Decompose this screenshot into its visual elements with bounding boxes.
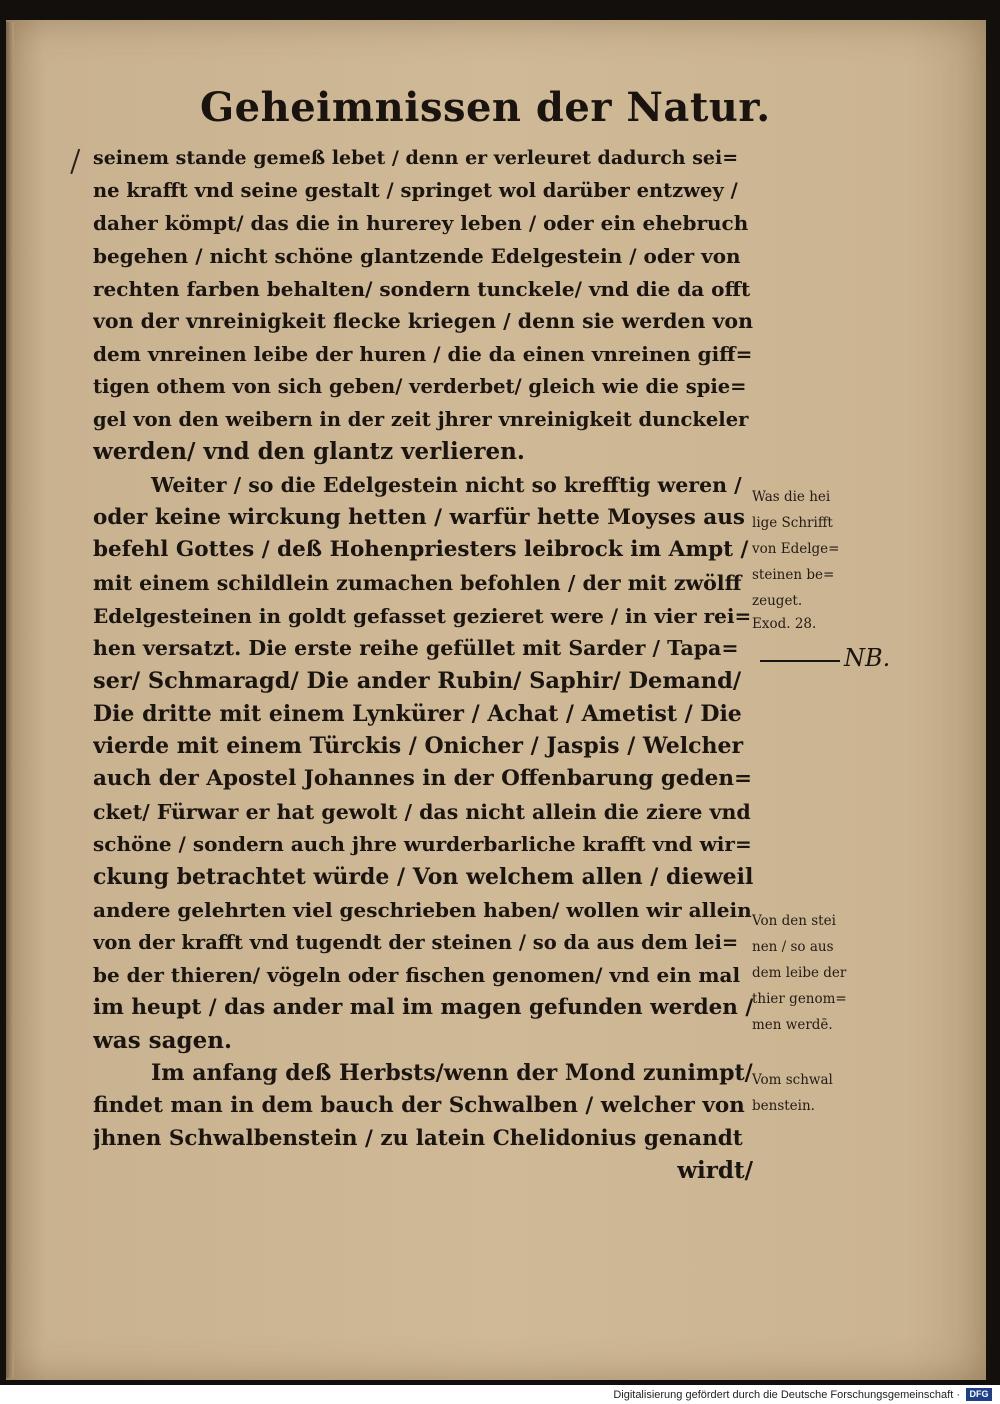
text-line: im heupt / das ander mal im magen gefunden werden / bbox=[93, 994, 753, 1020]
body-text-block bbox=[93, 142, 753, 1188]
side-note-line: dem leibe der bbox=[752, 965, 847, 981]
text-line: Im anfang deß Herbsts/wenn der Mond zunimpt/ bbox=[151, 1060, 753, 1087]
text-line: tigen othem von sich geben/ verderbet/ gleich wie die spie= bbox=[93, 374, 747, 398]
text-line: Die dritte mit einem Lynkürer / Achat / Ametist / Die bbox=[93, 700, 742, 727]
text-line: von der krafft vnd tugendt der steinen / so da aus dem lei= bbox=[93, 930, 739, 954]
side-note-swallow-stone bbox=[752, 1067, 882, 1119]
side-note-line: Was die hei bbox=[752, 489, 831, 505]
handwritten-nota-bene bbox=[760, 640, 900, 680]
text-line: findet man in dem bauch der Schwalben / welcher von bbox=[93, 1092, 745, 1118]
side-note-line: Von den stei bbox=[752, 913, 836, 929]
text-line: auch der Apostel Johannes in der Offenbarung geden= bbox=[93, 766, 752, 792]
side-note-line: steinen be= bbox=[752, 567, 835, 583]
text-line: werden/ vnd den glantz verlieren. bbox=[93, 438, 525, 466]
side-note-line: lige Schrifft bbox=[752, 515, 833, 531]
dfg-logo: DFG bbox=[966, 1388, 992, 1401]
text-line: andere gelehrten viel geschrieben haben/ wollen wir allein bbox=[93, 897, 752, 922]
side-note-line: Exod. 28. bbox=[752, 616, 817, 632]
text-line: jhnen Schwalbenstein / zu latein Chelidonius genandt bbox=[93, 1125, 743, 1151]
text-line: oder keine wirckung hetten / warfür hette Moyses aus bbox=[93, 504, 745, 530]
text-line: ckung betrachtet würde / Von welchem allen / dieweil bbox=[93, 864, 753, 891]
page-gutter-edge bbox=[6, 22, 14, 1378]
side-note-line: von Edelge= bbox=[752, 541, 840, 557]
running-head: Geheimnissen der Natur. bbox=[200, 84, 771, 131]
text-line: gel von den weibern in der zeit jhrer vnreinigkeit dunckeler bbox=[93, 407, 749, 431]
text-line: mit einem schildlein zumachen befohlen / der mit zwölff bbox=[93, 570, 742, 595]
side-note-line: nen / so aus bbox=[752, 939, 834, 955]
text-line: be der thieren/ vögeln oder fischen genomen/ vnd ein mal bbox=[93, 963, 741, 988]
side-note-line: benstein. bbox=[752, 1098, 815, 1114]
text-line: Edelgesteinen in goldt gefasset gezieret were / in vier rei= bbox=[93, 603, 752, 628]
text-line: rechten farben behalten/ sondern tunckele/ vnd die da offt bbox=[93, 276, 751, 301]
text-line: befehl Gottes / deß Hohenpriesters leibrock im Ampt / bbox=[93, 537, 749, 563]
text-line: schöne / sondern auch jhre wurderbarliche krafft vnd wir= bbox=[93, 832, 752, 857]
text-line: was sagen. bbox=[93, 1026, 232, 1054]
digitization-footer bbox=[0, 1387, 1000, 1404]
side-note-line: Vom schwal bbox=[752, 1072, 833, 1088]
text-line: begehen / nicht schöne glantzende Edelgestein / oder von bbox=[93, 244, 741, 269]
text-line: cket/ Fürwar er hat gewolt / das nicht allein die ziere vnd bbox=[93, 799, 751, 824]
side-note-exodus-reference bbox=[752, 611, 882, 637]
side-note-holy-scripture bbox=[752, 484, 882, 614]
footer-credit: Digitalisierung gefördert durch die Deutsche Forschungsgemeinschaft · bbox=[613, 1389, 960, 1401]
text-line: ser/ Schmaragd/ Die ander Rubin/ Saphir/ Demand/ bbox=[93, 668, 742, 694]
text-line: von der vnreinigkeit flecke kriegen / denn sie werden von bbox=[93, 309, 753, 334]
side-note-animal-stones bbox=[752, 908, 882, 1038]
side-note-line: men werdē. bbox=[752, 1017, 833, 1033]
text-line: wirdt/ bbox=[677, 1157, 753, 1185]
text-line: dem vnreinen leibe der huren / die da einen vnreinen giff= bbox=[93, 342, 753, 367]
text-line: Weiter / so die Edelgestein nicht so krefftig weren / bbox=[151, 472, 742, 497]
handwritten-rule-line bbox=[760, 660, 840, 662]
text-line: seinem stande gemeß lebet / denn er verleuret dadurch sei= bbox=[93, 147, 739, 169]
nota-bene-text: NB. bbox=[844, 644, 891, 672]
side-note-line: zeuget. bbox=[752, 593, 803, 609]
text-line: ne krafft vnd seine gestalt / springet wol darüber entzwey / bbox=[93, 178, 738, 202]
text-line: daher kömpt/ das die in hurerey leben / oder ein ehebruch bbox=[93, 211, 749, 236]
text-line: vierde mit einem Türckis / Onicher / Jaspis / Welcher bbox=[93, 733, 744, 760]
side-note-line: thier genom= bbox=[752, 991, 847, 1007]
text-line: hen versatzt. Die erste reihe gefüllet mit Sarder / Tapa= bbox=[93, 636, 739, 661]
